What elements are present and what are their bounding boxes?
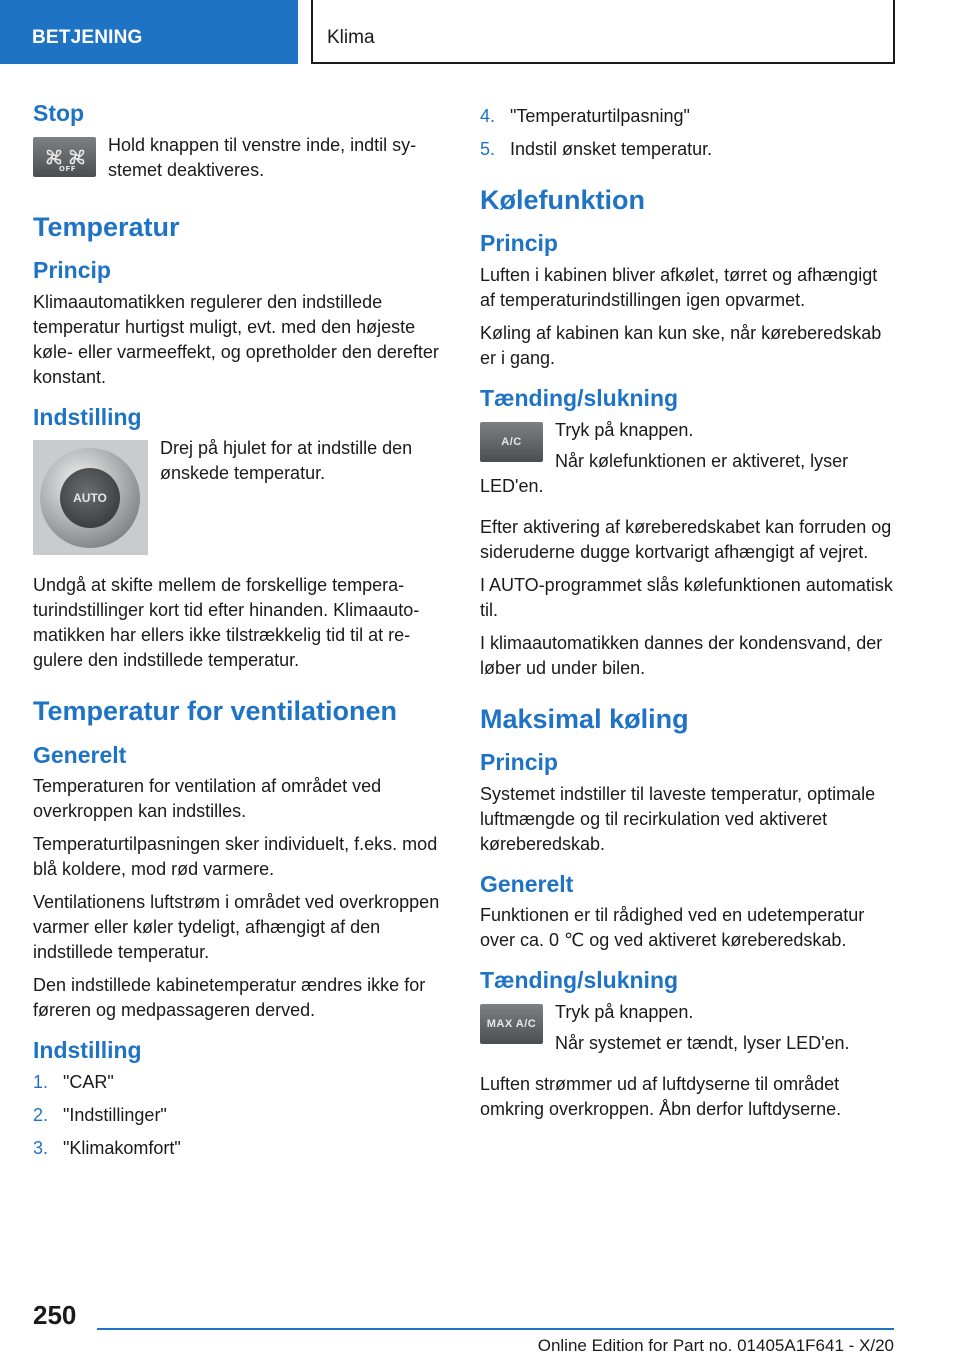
- ac-block: [480, 418, 895, 505]
- svg-text:OFF: OFF: [58, 164, 76, 173]
- generelt-p2: Temperaturtilpasningen sker individuelt, f.eks. mod blå koldere, mod rød varmere.: [33, 834, 438, 880]
- generelt-p1: Temperaturen for ventilation af området ved overkroppen kan indstilles.: [33, 776, 382, 822]
- list-item: 4. "Temperaturtilpasning": [480, 106, 690, 126]
- princip-heading: Princip: [33, 256, 111, 283]
- list-item: 1. "CAR": [33, 1071, 114, 1092]
- page-number: 250: [33, 1300, 77, 1330]
- undga-text: Undgå at skifte mellem de forskellige temperaturindstillinger kort tid efter hinanden. Klimaautomatikken har ellers ikke tilstrækkelig tid til at regulere den indstillede temperatur.: [33, 575, 420, 671]
- stop-block: [33, 133, 448, 189]
- indstilling2-heading: Indstilling: [33, 1037, 142, 1064]
- indstilling-text: Drej på hjulet for at indstille den ønskede temperatur.: [160, 438, 413, 484]
- temperatur-heading: Temperatur: [33, 211, 180, 242]
- stop-heading: Stop: [33, 100, 85, 126]
- edition-text: Online Edition for Part no. 01405A1F641 - X/20: [537, 1336, 894, 1355]
- tanding-heading: Tænding/slukning: [480, 384, 679, 411]
- ac-button-icon: [480, 422, 543, 462]
- tanding2-p1: Tryk på knappen.: [555, 1001, 694, 1022]
- right-column: [480, 100, 895, 1130]
- max-ac-button-icon: [480, 1004, 543, 1044]
- indstilling-block: [33, 436, 448, 563]
- section-tab: [0, 0, 298, 64]
- luft-text: Luften strømmer ud af luftdyserne til området omkring overkroppen. Åbn derfor luftdyserne.: [480, 1073, 842, 1119]
- chapter-header: [311, 0, 895, 64]
- generelt-heading-right: Generelt: [480, 870, 574, 897]
- footer-divider: [97, 1328, 894, 1330]
- generelt-heading: Generelt: [33, 741, 127, 768]
- princip2-heading: Princip: [480, 748, 558, 775]
- ac-button-label: A/C: [501, 435, 522, 448]
- efter-p2: I AUTO-programmet slås kølefunktionen automatisk til.: [480, 574, 893, 620]
- princip-p1: Luften i kabinen bliver afkølet, tørret og afhængigt af temperaturindstillingen igen opvarmet.: [480, 264, 878, 310]
- princip-text: Klimaautomatikken regulerer den indstillede temperatur hurtigst muligt, evt. med den højeste køle- eller varmeeffekt, og opretholder den derefter konstant.: [33, 291, 439, 387]
- tanding2-heading: Tænding/slukning: [480, 967, 679, 994]
- temperature-knob-image: [33, 440, 148, 555]
- steps-list-left: [33, 1070, 448, 1161]
- generelt-text-right: Funktionen er til rådighed ved en udetemperatur over ca. 0 ℃ og ved aktiveret køreberedskab.: [480, 905, 865, 951]
- list-item: 3. "Klimakomfort": [33, 1137, 181, 1158]
- steps-list-right: [480, 104, 895, 162]
- max-ac-button-label: MAX A/C: [486, 1017, 537, 1030]
- maksimal-koling-heading: Maksimal køling: [480, 703, 689, 734]
- stop-text: Hold knappen til venstre inde, indtil systemet deaktiveres.: [108, 134, 417, 180]
- generelt-p4: Den indstillede kabinetemperatur ændres ikke for føreren og medpassageren derved.: [33, 975, 426, 1021]
- ventilation-heading: Temperatur for ventilationen: [33, 696, 398, 727]
- generelt-p3: Ventilationens luftstrøm i området ved overkroppen varmer eller køler tydeligt, afhængigt af den indstillede temperatur.: [33, 892, 440, 963]
- tanding-p1: Tryk på knappen.: [555, 419, 694, 440]
- kolefunktion-heading: Kølefunktion: [480, 185, 645, 215]
- efter-p1: Efter aktivering af køreberedskabet kan forruden og sideruderne dugge kortvarigt afhængigt af vejret.: [480, 516, 892, 562]
- chapter-title: Klima: [327, 27, 375, 48]
- princip-heading-right: Princip: [480, 230, 558, 257]
- knob-auto-button: [60, 468, 120, 528]
- fan-off-button-icon: [33, 137, 96, 177]
- section-title: BETJENING: [32, 27, 143, 48]
- efter-p3: I klimaautomatikken dannes der kondensvand, der løber ud under bilen.: [480, 632, 883, 678]
- max-ac-block: [480, 1000, 895, 1062]
- list-item: 5. Indstil ønsket temperatur.: [480, 139, 713, 159]
- list-item: 2. "Indstillinger": [33, 1104, 167, 1125]
- knob-label: AUTO: [73, 491, 107, 506]
- left-column: [33, 100, 448, 1169]
- indstilling-heading: Indstilling: [33, 403, 142, 430]
- tanding2-p2: Når systemet er tændt, lyser LED'en.: [555, 1032, 850, 1053]
- princip-p2: Køling af kabinen kan kun ske, når køreberedskab er i gang.: [480, 322, 882, 368]
- princip2-text: Systemet indstiller til laveste temperatur, optimale luftmængde og til recirkulation ved aktiveret køreberedskab.: [480, 783, 876, 854]
- tanding-p2: Når kølefunktionen er aktiveret, lyser LED'en.: [480, 450, 849, 496]
